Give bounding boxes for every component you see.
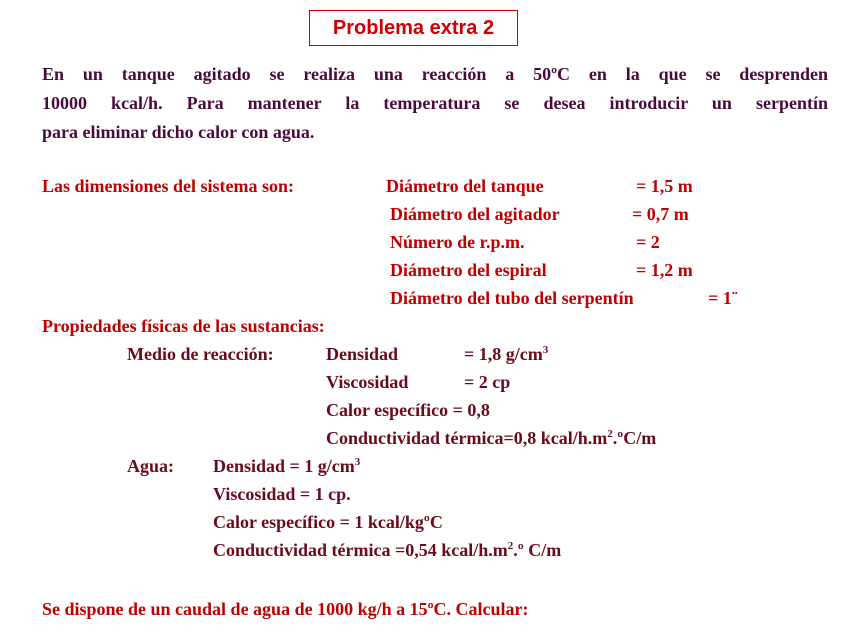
- dim-tank-value: = 1,5 m: [636, 176, 693, 196]
- problem-title: Problema extra 2: [309, 10, 518, 46]
- dim-rpm-value: = 2: [636, 232, 660, 252]
- water-heat: Calor específico = 1 kcal/kgºC: [213, 512, 443, 532]
- dim-agitator-value: = 0,7 m: [632, 204, 689, 224]
- intro-line-3: para eliminar dicho calor con agua.: [42, 122, 315, 142]
- medium-viscosity-name: Viscosidad: [326, 372, 409, 392]
- dim-tube-value: = 1¨: [708, 288, 738, 308]
- medium-density-name: Densidad: [326, 344, 399, 364]
- medium-density-value: = 1,8 $g/cm^3$: [464, 344, 549, 364]
- water-label: Agua:: [127, 456, 175, 476]
- dim-rpm-name: Número de r.p.m.: [390, 232, 525, 252]
- dim-spiral-value: = 1,2 m: [636, 260, 693, 280]
- medium-viscosity-value: = 2 cp: [464, 372, 511, 392]
- dim-spiral-name: Diámetro del espiral: [390, 260, 547, 280]
- dimensions-label: Las dimensiones del sistema son:: [42, 176, 295, 196]
- footer-text: Se dispone de un caudal de agua de 1000 kg/h a 15ºC. Calcular:: [42, 599, 529, 619]
- medium-heat: Calor específico = 0,8: [326, 400, 490, 420]
- intro-line-1: En un tanque agitado se realiza una reacción a 50ºC en la que se desprenden: [42, 64, 828, 84]
- medium-label: Medio de reacción:: [127, 344, 274, 364]
- water-viscosity: Viscosidad = 1 cp.: [213, 484, 351, 504]
- water-conductivity: Conductividad térmica =0,54 kcal/$h.m^2.º$ C/m: [213, 540, 562, 560]
- dim-agitator-name: Diámetro del agitador: [390, 204, 560, 224]
- dim-tube-name: Diámetro del tubo del serpentín: [390, 288, 634, 308]
- properties-heading: Propiedades físicas de las sustancias:: [42, 316, 325, 336]
- medium-conductivity: Conductividad térmica=0,8 kcal/$h.m^2.ºC/m$: [326, 428, 657, 448]
- water-density: Densidad = 1 $g/cm^3$: [213, 456, 361, 476]
- dim-tank-name: Diámetro del tanque: [386, 176, 544, 196]
- intro-line-2: 10000 kcal/h. Para mantener la temperatura se desea introducir un serpentín: [42, 93, 828, 113]
